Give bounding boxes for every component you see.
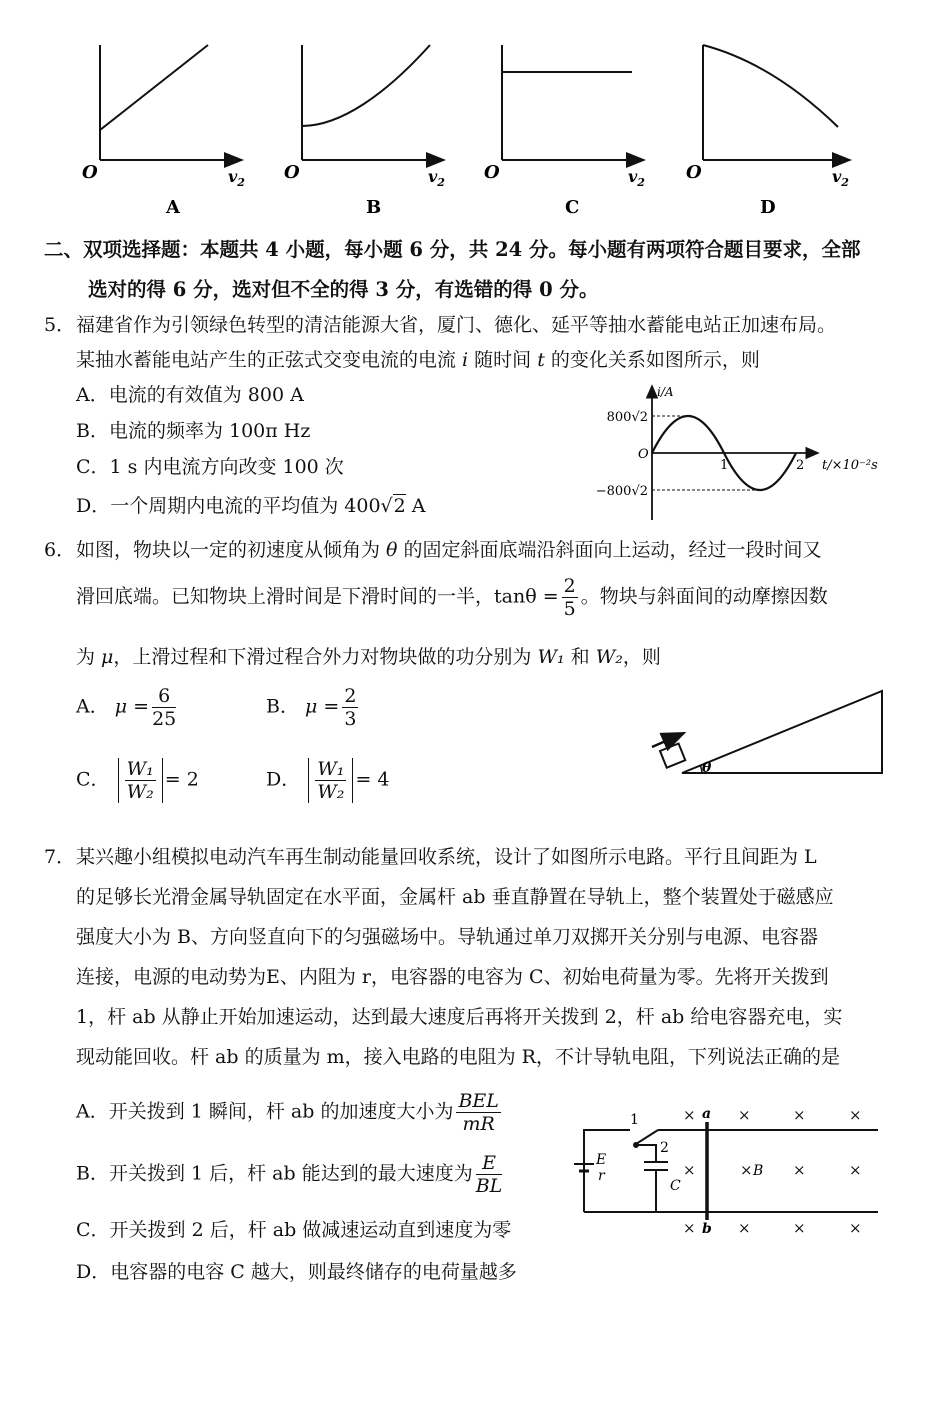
graph-d-axis: $v_2$ xyxy=(832,167,849,189)
field-cross: × xyxy=(738,1219,751,1237)
switch-label-2: 2 xyxy=(660,1140,669,1156)
q6-option-c[interactable]: C． $\frac{\text{W₁}}{\text{W₂}}$ = 2 xyxy=(76,758,199,803)
switch-blade xyxy=(636,1130,658,1144)
q5-y-label: i/A xyxy=(657,385,674,399)
q5-option-a[interactable]: A．电流的有效值为 800 A xyxy=(76,384,304,406)
graph-d-origin: O xyxy=(686,162,702,183)
field-cross: × xyxy=(740,1161,753,1179)
label-B: B xyxy=(753,1163,764,1179)
q5-number: 5． xyxy=(44,314,76,336)
label-b: b xyxy=(702,1221,712,1237)
capacitor-wire xyxy=(636,1145,656,1162)
q7-circuit-figure xyxy=(570,1100,890,1240)
label-r: r xyxy=(598,1168,605,1184)
graph-b-curve xyxy=(302,45,430,126)
field-cross: × xyxy=(683,1106,696,1124)
q7-number: 7． xyxy=(44,846,76,868)
graph-c-axis: $v_2$ xyxy=(628,167,645,189)
q5-y-top: 800√2 xyxy=(606,410,648,425)
field-cross: × xyxy=(849,1161,862,1179)
q6-stem-line1: 如图，物块以一定的初速度从倾角为 θ 的固定斜面底端沿斜面向上运动，经过一段时间又 xyxy=(76,539,822,561)
answer-graphs-q4 xyxy=(0,0,950,225)
q5-option-b[interactable]: B．电流的频率为 100π Hz xyxy=(76,420,311,442)
q7-stem-line4: 连接，电源的电动势为E、内阻为 r，电容器的电容为 C、初始电荷量为零。先将开关拨到 xyxy=(76,966,829,988)
graph-c-origin: O xyxy=(484,162,500,183)
section2-heading-line1: 二、双项选择题：本题共 4 小题，每小题 6 分，共 24 分。每小题有两项符合题目要求，全部 xyxy=(44,238,861,261)
field-cross: × xyxy=(738,1106,751,1124)
incline-triangle xyxy=(682,691,882,773)
graph-a-origin: O xyxy=(82,162,98,183)
q7-option-b[interactable]: B．开关拨到 1 后，杆 ab 能达到的最大速度为 $\frac{E}{BL}$ xyxy=(76,1152,503,1197)
incline-theta: θ xyxy=(702,760,712,776)
q5-stem-line2: 某抽水蓄能电站产生的正弦式交变电流的电流 i 随时间 t 的变化关系如图所示，则 xyxy=(76,349,760,371)
q7-option-c[interactable]: C．开关拨到 2 后，杆 ab 做减速运动直到速度为零 xyxy=(76,1219,512,1241)
graph-a-label: A xyxy=(166,197,180,218)
q5-option-d[interactable]: D．一个周期内电流的平均值为 400√2 A xyxy=(76,495,426,517)
q7-option-a[interactable]: A．开关拨到 1 瞬间，杆 ab 的加速度大小为 $\frac{\text{BEL}}{mR}$ xyxy=(76,1090,499,1135)
graph-b-label: B xyxy=(366,197,382,218)
graph-a-axis: $v_2$ xyxy=(228,167,245,189)
graph-d-label: D xyxy=(760,197,776,218)
graph-c xyxy=(502,45,644,160)
graph-a xyxy=(100,45,242,160)
q7-stem-line5: 1，杆 ab 从静止开始加速运动，达到最大速度后再将开关拨到 2，杆 ab 给电容器充电，实 xyxy=(76,1006,843,1028)
graph-a-curve xyxy=(100,45,208,130)
q6-stem-line2: 滑回底端。已知物块上滑时间是下滑时间的一半，tanθ = $\frac{2}{5}$ 。物块与斜面间的动摩擦因数 xyxy=(76,575,828,620)
q5-tick-2: 2 xyxy=(796,458,805,473)
switch-label-1: 1 xyxy=(630,1112,639,1128)
block xyxy=(660,744,685,768)
label-a: a xyxy=(702,1106,712,1122)
q7-stem-line1: 某兴趣小组模拟电动汽车再生制动能量回收系统，设计了如图所示电路。平行且间距为 L xyxy=(76,846,817,868)
field-cross: × xyxy=(683,1219,696,1237)
q6-option-d[interactable]: D． $\frac{\text{W₁}}{\text{W₂}}$ = 4 xyxy=(266,758,390,803)
q5-y-bottom: −800√2 xyxy=(595,484,648,499)
q6-option-a[interactable]: A． μ = $\frac{6}{25}$ xyxy=(76,685,177,730)
q5-stem-line1: 福建省作为引领绿色转型的清洁能源大省，厦门、德化、延平等抽水蓄能电站正加速布局。 xyxy=(76,314,837,336)
field-cross: × xyxy=(793,1219,806,1237)
graph-b xyxy=(302,45,444,160)
label-E: E xyxy=(596,1152,607,1168)
field-cross: × xyxy=(683,1161,696,1179)
q7-stem-line2: 的足够长光滑金属导轨固定在水平面，金属杆 ab 垂直静置在导轨上，整个装置处于磁感应 xyxy=(76,886,834,908)
field-cross: × xyxy=(793,1161,806,1179)
section2-heading-line2: 选对的得 6 分，选对但不全的得 3 分，有选错的得 0 分。 xyxy=(88,278,599,301)
q6-stem-line3: 为 μ，上滑过程和下滑过程合外力对物块做的功分别为 W₁ 和 W₂，则 xyxy=(76,646,661,668)
graph-d-curve xyxy=(703,45,838,127)
field-cross: × xyxy=(849,1219,862,1237)
q6-number: 6． xyxy=(44,539,76,561)
field-cross: × xyxy=(849,1106,862,1124)
q7-stem-line6: 现动能回收。杆 ab 的质量为 m，接入电路的电阻为 R，不计导轨电阻，下列说法正确的是 xyxy=(76,1046,840,1068)
q5-x-label: t/×10⁻²s xyxy=(822,458,878,473)
graph-d xyxy=(703,45,850,160)
q5-option-c[interactable]: C．1 s 内电流方向改变 100 次 xyxy=(76,456,344,478)
source-wire xyxy=(584,1130,630,1212)
graph-c-label: C xyxy=(565,197,580,218)
q5-tick-1: 1 xyxy=(720,458,729,473)
q7-stem-line3: 强度大小为 B、方向竖直向下的匀强磁场中。导轨通过单刀双掷开关分别与电源、电容器 xyxy=(76,926,819,948)
label-C: C xyxy=(670,1178,681,1194)
q5-current-graph xyxy=(590,380,900,525)
graph-b-origin: O xyxy=(284,162,300,183)
graph-b-axis: $v_2$ xyxy=(428,167,445,189)
q6-option-b[interactable]: B． μ = $\frac{2}{3}$ xyxy=(266,685,357,730)
q7-option-d[interactable]: D．电容器的电容 C 越大，则最终储存的电荷量越多 xyxy=(76,1261,517,1283)
q5-origin: O xyxy=(638,447,649,462)
q6-incline-figure xyxy=(640,685,900,785)
field-cross: × xyxy=(793,1106,806,1124)
